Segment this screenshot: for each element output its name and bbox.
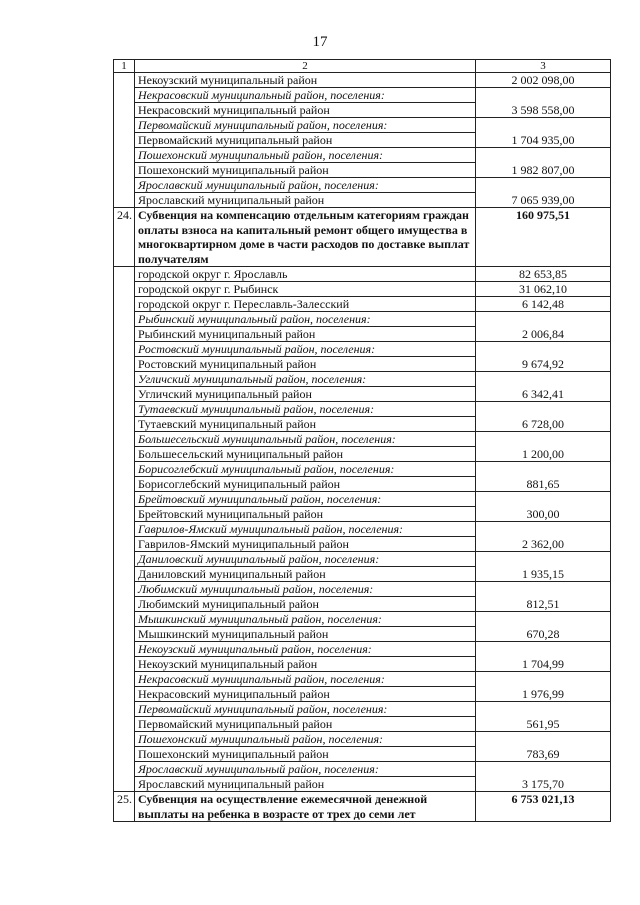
row-name: Пошехонский муниципальный район, поселения:	[135, 148, 476, 163]
row-name: Большесельский муниципальный район	[135, 447, 476, 462]
table-row	[114, 447, 611, 462]
row-number	[114, 163, 135, 178]
subheading-row	[114, 732, 611, 747]
subheading-row	[114, 148, 611, 163]
row-value: 6 728,00	[476, 417, 611, 432]
row-name: Некоузский муниципальный район, поселения:	[135, 642, 476, 657]
row-name: Ярославский муниципальный район	[135, 193, 476, 208]
row-value: 31 062,10	[476, 282, 611, 297]
row-value	[476, 88, 611, 103]
section-row	[114, 792, 611, 822]
table-row	[114, 417, 611, 432]
row-value: 2 362,00	[476, 537, 611, 552]
row-number	[114, 447, 135, 462]
row-number	[114, 342, 135, 357]
table-body	[114, 73, 611, 822]
row-name: Рыбинский муниципальный район, поселения:	[135, 312, 476, 327]
row-name: городской округ г. Ярославль	[135, 267, 476, 282]
row-number	[114, 432, 135, 447]
row-name: городской округ г. Переславль-Залесский	[135, 297, 476, 312]
table-row	[114, 282, 611, 297]
header-col-2: 2	[135, 60, 476, 73]
row-name: Гаврилов-Ямский муниципальный район, поселения:	[135, 522, 476, 537]
row-value	[476, 762, 611, 777]
row-name: Любимский муниципальный район, поселения:	[135, 582, 476, 597]
row-name: Первомайский муниципальный район, поселения:	[135, 118, 476, 133]
row-value: 300,00	[476, 507, 611, 522]
row-value	[476, 642, 611, 657]
row-value: 1 704,99	[476, 657, 611, 672]
row-value	[476, 432, 611, 447]
row-name: Тутаевский муниципальный район, поселения:	[135, 402, 476, 417]
header-col-3: 3	[476, 60, 611, 73]
row-name: Некрасовский муниципальный район, поселения:	[135, 672, 476, 687]
row-number	[114, 657, 135, 672]
row-name: Мышкинский муниципальный район	[135, 627, 476, 642]
table-row	[114, 103, 611, 118]
subheading-row	[114, 582, 611, 597]
table-row	[114, 327, 611, 342]
subheading-row	[114, 552, 611, 567]
row-number	[114, 118, 135, 133]
row-value: 3 598 558,00	[476, 103, 611, 118]
row-value: 812,51	[476, 597, 611, 612]
row-number	[114, 402, 135, 417]
budget-table	[113, 59, 611, 822]
row-value: 1 935,15	[476, 567, 611, 582]
row-value	[476, 402, 611, 417]
row-number	[114, 282, 135, 297]
row-value	[476, 148, 611, 163]
subheading-row	[114, 342, 611, 357]
row-name: Любимский муниципальный район	[135, 597, 476, 612]
row-name: Угличский муниципальный район	[135, 387, 476, 402]
row-name: Даниловский муниципальный район	[135, 567, 476, 582]
row-value: 9 674,92	[476, 357, 611, 372]
row-number	[114, 462, 135, 477]
subheading-row	[114, 672, 611, 687]
row-value	[476, 612, 611, 627]
subheading-row	[114, 642, 611, 657]
row-value: 670,28	[476, 627, 611, 642]
row-number	[114, 178, 135, 193]
table-row	[114, 597, 611, 612]
row-number	[114, 642, 135, 657]
table-row	[114, 387, 611, 402]
row-number	[114, 672, 135, 687]
table-row	[114, 567, 611, 582]
row-name: Пошехонский муниципальный район, поселения:	[135, 732, 476, 747]
row-value	[476, 118, 611, 133]
row-value: 6 142,48	[476, 297, 611, 312]
row-name: Рыбинский муниципальный район	[135, 327, 476, 342]
row-name: Некрасовский муниципальный район	[135, 103, 476, 118]
row-value: 7 065 939,00	[476, 193, 611, 208]
row-number	[114, 627, 135, 642]
row-name: Первомайский муниципальный район, поселения:	[135, 702, 476, 717]
row-name: Некрасовский муниципальный район, поселения:	[135, 88, 476, 103]
row-number	[114, 732, 135, 747]
subheading-row	[114, 372, 611, 387]
row-number	[114, 702, 135, 717]
row-number	[114, 492, 135, 507]
row-value: 6 753 021,13	[476, 792, 611, 822]
header-col-1: 1	[114, 60, 135, 73]
row-number	[114, 477, 135, 492]
row-number	[114, 88, 135, 103]
row-number	[114, 582, 135, 597]
row-name: Угличский муниципальный район, поселения:	[135, 372, 476, 387]
subheading-row	[114, 88, 611, 103]
row-name: Пошехонский муниципальный район	[135, 163, 476, 178]
row-number	[114, 267, 135, 282]
table-row	[114, 267, 611, 282]
row-number	[114, 567, 135, 582]
row-value	[476, 702, 611, 717]
row-name: Ярославский муниципальный район, поселения:	[135, 762, 476, 777]
row-value: 881,65	[476, 477, 611, 492]
row-name: Борисоглебский муниципальный район	[135, 477, 476, 492]
table-row	[114, 507, 611, 522]
row-name: Пошехонский муниципальный район	[135, 747, 476, 762]
subheading-row	[114, 432, 611, 447]
row-name: Первомайский муниципальный район	[135, 717, 476, 732]
row-name: Мышкинский муниципальный район, поселения:	[135, 612, 476, 627]
row-name: Некоузский муниципальный район	[135, 657, 476, 672]
row-number	[114, 193, 135, 208]
row-value	[476, 462, 611, 477]
row-name: Некоузский муниципальный район	[135, 73, 476, 88]
row-value: 82 653,85	[476, 267, 611, 282]
row-value	[476, 522, 611, 537]
row-name: Тутаевский муниципальный район	[135, 417, 476, 432]
row-number	[114, 687, 135, 702]
row-number	[114, 387, 135, 402]
row-value: 6 342,41	[476, 387, 611, 402]
row-number	[114, 552, 135, 567]
table-row	[114, 747, 611, 762]
row-name: Гаврилов-Ямский муниципальный район	[135, 537, 476, 552]
row-name: Ярославский муниципальный район, поселения:	[135, 178, 476, 193]
row-name: Ярославский муниципальный район	[135, 777, 476, 792]
row-number	[114, 357, 135, 372]
row-name: Брейтовский муниципальный район	[135, 507, 476, 522]
table-header-row	[114, 60, 611, 73]
row-number	[114, 148, 135, 163]
table-row	[114, 477, 611, 492]
table-row	[114, 193, 611, 208]
row-number	[114, 717, 135, 732]
table-row	[114, 537, 611, 552]
table-row	[114, 687, 611, 702]
row-value: 160 975,51	[476, 208, 611, 267]
row-value	[476, 372, 611, 387]
row-number	[114, 612, 135, 627]
row-value	[476, 342, 611, 357]
row-value: 3 175,70	[476, 777, 611, 792]
subheading-row	[114, 612, 611, 627]
row-name: Ростовский муниципальный район	[135, 357, 476, 372]
row-value: 2 006,84	[476, 327, 611, 342]
row-number	[114, 133, 135, 148]
row-number	[114, 103, 135, 118]
row-number	[114, 327, 135, 342]
table-row	[114, 717, 611, 732]
row-name: Первомайский муниципальный район	[135, 133, 476, 148]
row-value	[476, 178, 611, 193]
row-value: 1 982 807,00	[476, 163, 611, 178]
subheading-row	[114, 402, 611, 417]
row-name: Некрасовский муниципальный район	[135, 687, 476, 702]
row-name: Субвенция на компенсацию отдельным категориям граждан оплаты взноса на капитальный ремонт общего имущества в многоквартирном доме в части расходов по доставке выплат получателям	[135, 208, 476, 267]
row-value	[476, 552, 611, 567]
row-value: 783,69	[476, 747, 611, 762]
row-name: Борисоглебский муниципальный район, поселения:	[135, 462, 476, 477]
subheading-row	[114, 178, 611, 193]
row-number	[114, 312, 135, 327]
row-number	[114, 597, 135, 612]
row-value: 561,95	[476, 717, 611, 732]
row-name: Большесельский муниципальный район, поселения:	[135, 432, 476, 447]
row-name: Даниловский муниципальный район, поселения:	[135, 552, 476, 567]
subheading-row	[114, 702, 611, 717]
subheading-row	[114, 492, 611, 507]
row-name: Ростовский муниципальный район, поселения:	[135, 342, 476, 357]
table-row	[114, 777, 611, 792]
row-name: городской округ г. Рыбинск	[135, 282, 476, 297]
row-value: 1 704 935,00	[476, 133, 611, 148]
row-number	[114, 417, 135, 432]
row-number	[114, 762, 135, 777]
row-number	[114, 297, 135, 312]
row-number	[114, 73, 135, 88]
section-row	[114, 208, 611, 267]
subheading-row	[114, 762, 611, 777]
row-number	[114, 522, 135, 537]
table-row	[114, 357, 611, 372]
row-value	[476, 492, 611, 507]
table-row	[114, 73, 611, 88]
table-row	[114, 657, 611, 672]
row-number: 24.	[114, 208, 135, 267]
row-name: Брейтовский муниципальный район, поселения:	[135, 492, 476, 507]
row-value	[476, 582, 611, 597]
row-value: 1 200,00	[476, 447, 611, 462]
table-row	[114, 133, 611, 148]
subheading-row	[114, 118, 611, 133]
row-value: 1 976,99	[476, 687, 611, 702]
row-number	[114, 747, 135, 762]
subheading-row	[114, 462, 611, 477]
subheading-row	[114, 522, 611, 537]
row-number: 25.	[114, 792, 135, 822]
row-name: Субвенция на осуществление ежемесячной денежной выплаты на ребенка в возрасте от трех до семи лет	[135, 792, 476, 822]
row-number	[114, 777, 135, 792]
row-value: 2 002 098,00	[476, 73, 611, 88]
page-number: 17	[312, 34, 328, 50]
row-number	[114, 507, 135, 522]
row-value	[476, 672, 611, 687]
subheading-row	[114, 312, 611, 327]
table-row	[114, 163, 611, 178]
row-number	[114, 537, 135, 552]
row-value	[476, 312, 611, 327]
row-value	[476, 732, 611, 747]
row-number	[114, 372, 135, 387]
table-row	[114, 627, 611, 642]
table-row	[114, 297, 611, 312]
